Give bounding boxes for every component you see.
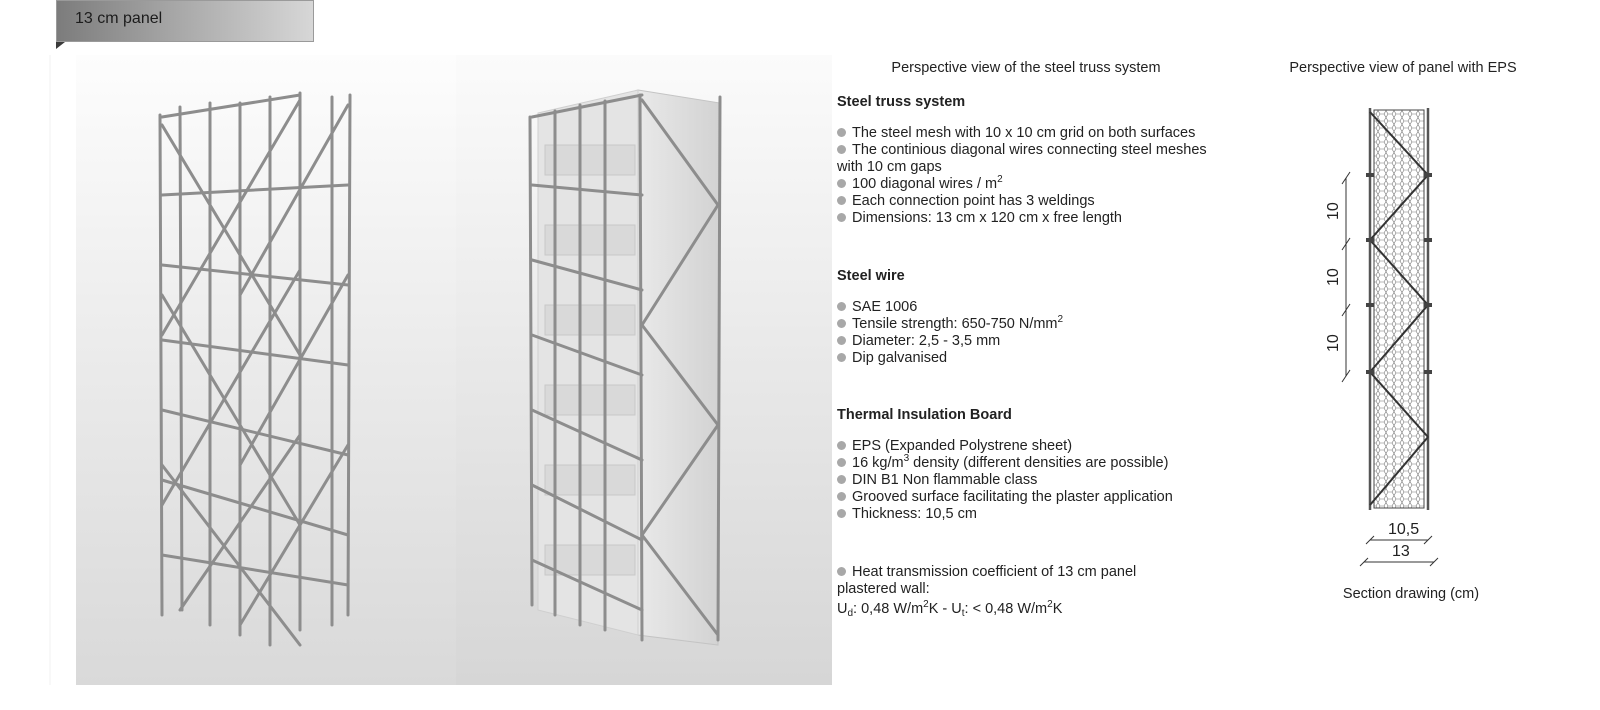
list-item: Grooved surface facilitating the plaster application (837, 489, 1173, 506)
spacing-label: 10 (1325, 202, 1342, 220)
list-item: Each connection point has 3 weldings (837, 193, 1232, 210)
steel-wire-section (837, 266, 1063, 367)
inner-width-label: 10,5 (1388, 521, 1420, 538)
panel-tab[interactable] (56, 0, 314, 42)
steel-truss-section (837, 92, 1232, 227)
list-item: The continious diagonal wires connecting steel meshes with 10 cm gaps (837, 142, 1232, 176)
spacing-label: 10 (1325, 268, 1342, 286)
outer-width-label: 13 (1392, 543, 1410, 560)
list-item: SAE 1006 (837, 299, 1063, 316)
steel-truss-list (837, 125, 1232, 227)
heat-list (837, 564, 1177, 598)
caption-eps: Perspective view of panel with EPS (1289, 60, 1517, 76)
caption-truss: Perspective view of the steel truss system (891, 60, 1161, 76)
steel-truss-title: Steel truss system (837, 94, 966, 110)
steel-wire-title: Steel wire (837, 268, 905, 284)
truss-renders (50, 55, 832, 685)
tab-notch (56, 42, 65, 49)
panel-tab-label: 13 cm panel (75, 10, 163, 27)
list-item: The steel mesh with 10 x 10 cm grid on both surfaces (837, 125, 1232, 142)
caption-section: Section drawing (cm) (1342, 586, 1480, 602)
list-item: Dimensions: 13 cm x 120 cm x free length (837, 210, 1232, 227)
heat-section (837, 564, 1177, 618)
list-item: 16 $kg/m^3$ density (different densities are possible) (837, 455, 1173, 472)
list-item: DIN B1 Non flammable class (837, 472, 1173, 489)
list-item: Tensile strength: 650-750 $N/mm^2$ (837, 316, 1063, 333)
truss-render-image (50, 55, 832, 685)
list-item: EPS (Expanded Polystrene sheet) (837, 438, 1173, 455)
list-item: Heat transmission coefficient of 13 cm panel plastered wall: (837, 564, 1177, 598)
u-values: $U_d$: 0,48 $W/m^2K - U_t$: < 0,48 $W/m^2K$ (837, 599, 1063, 619)
section-drawing (1325, 100, 1490, 590)
spacing-label: 10 (1325, 334, 1342, 352)
insulation-title: Thermal Insulation Board (837, 407, 1012, 423)
steel-wire-list (837, 299, 1063, 367)
insulation-section (837, 405, 1173, 523)
list-item: Dip galvanised (837, 350, 1063, 367)
list-item: 100 diagonal wires / $m^2$ (837, 176, 1232, 193)
section-drawing-svg (1325, 100, 1490, 590)
insulation-list (837, 438, 1173, 523)
list-item: Thickness: 10,5 cm (837, 506, 1173, 523)
list-item: Diameter: 2,5 - 3,5 mm (837, 333, 1063, 350)
